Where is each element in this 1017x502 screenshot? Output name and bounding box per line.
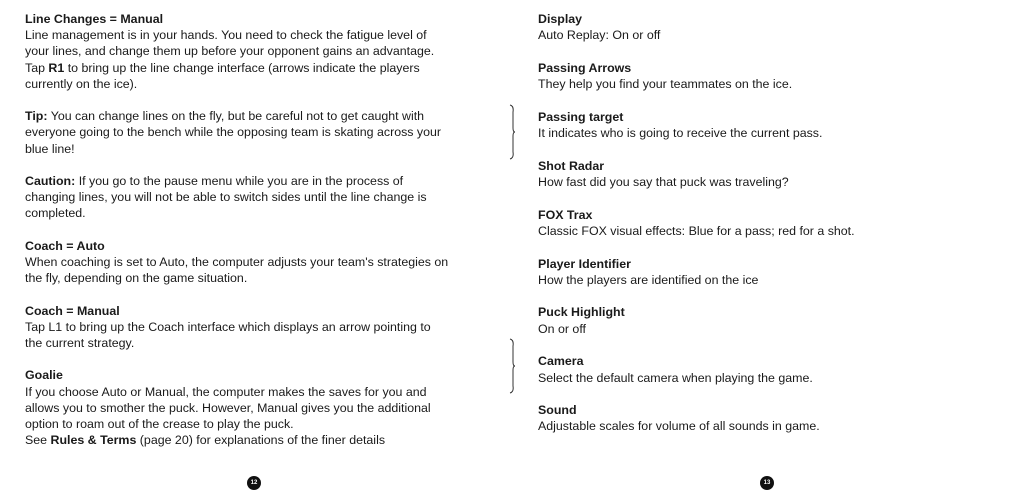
coach-auto-line-1: When coaching is set to Auto, the computer adjusts your team's strategies on — [25, 255, 449, 269]
coach-manual-line-2: the current strategy. — [25, 336, 135, 350]
tap-suffix: to bring up the line change interface (arrows indicate the players — [64, 60, 420, 75]
right-page — [508, 0, 1017, 502]
coach-manual-section — [25, 303, 475, 352]
option-camera: Camera Select the default camera when playing the game. — [538, 354, 813, 385]
option-passing-target: Passing target It indicates who is going to receive the current pass. — [538, 109, 823, 141]
goalie-section — [25, 367, 475, 448]
goalie-heading: Goalie — [25, 368, 63, 383]
coach-manual-line-1: Tap L1 to bring up the Coach interface which displays an arrow pointing to — [25, 319, 431, 334]
line-changes-tap-line — [25, 60, 475, 76]
line-changes-heading: Line Changes = Manual — [25, 12, 164, 26]
option-display: Display Auto Replay: On or off — [538, 12, 661, 43]
tap-prefix: Tap — [25, 60, 49, 75]
goalie-line-3: option to roam out of the crease to play the puck. — [25, 417, 294, 431]
rules-terms-reference: Rules & Terms — [50, 433, 137, 448]
option-passing-arrows: Passing Arrows They help you find your teammates on the ice. — [538, 60, 793, 92]
goalie-line-1: If you choose Auto or Manual, the computer makes the saves for you and — [25, 384, 427, 399]
caution-line-2: changing lines, you will not be able to switch sides until the line change is — [25, 190, 427, 205]
tip-line-2: everyone going to the bench while the opposing team is skating across your — [25, 125, 442, 140]
coach-auto-heading: Coach = Auto — [25, 238, 105, 253]
line-changes-tap-line-2: currently on the ice). — [25, 76, 138, 91]
tip-section — [25, 108, 475, 157]
option-shot-radar: Shot Radar How fast did you say that puck was traveling? — [538, 158, 789, 189]
caution-section — [25, 173, 475, 222]
caution-line-1: Caution: If you go to the pause menu while you are in the process of — [25, 174, 404, 188]
page-number-left: 12 — [247, 476, 261, 490]
line-changes-text-1: Line management is in your hands. You need to check the fatigue level of — [25, 28, 427, 43]
line-changes-section — [25, 11, 475, 92]
tip-line-3: blue line! — [25, 141, 75, 156]
left-column — [25, 11, 475, 448]
r1-button-label: R1 — [48, 60, 65, 75]
caution-label: Caution: — [25, 174, 76, 188]
right-column — [538, 11, 998, 451]
coach-auto-line-2: the fly, depending on the game situation. — [25, 271, 248, 286]
goalie-see-line: See Rules & Terms (page 20) for explanations of the finer details — [25, 433, 386, 448]
coach-auto-section — [25, 238, 475, 287]
bracket-mark-icon — [508, 338, 516, 394]
option-player-identifier: Player Identifier How the players are identified on the ice — [538, 256, 759, 287]
page-number-right: 13 — [760, 476, 774, 490]
bracket-mark-icon — [508, 104, 516, 160]
coach-manual-heading: Coach = Manual — [25, 303, 120, 318]
option-sound: Sound Adjustable scales for volume of all sounds in game. — [538, 403, 820, 434]
tip-line-1: Tip: You can change lines on the fly, but be careful not to get caught with — [25, 109, 425, 124]
option-fox-trax: FOX Trax Classic FOX visual effects: Blue for a pass; red for a shot. — [538, 207, 855, 238]
left-page — [0, 0, 500, 502]
option-puck-highlight: Puck Highlight On or off — [538, 305, 625, 336]
line-changes-text-2: your lines, and change them up before your opponent gains an advantage. — [25, 44, 435, 59]
tip-label: Tip: — [25, 109, 48, 124]
caution-line-3: completed. — [25, 206, 86, 221]
goalie-line-2: allows you to smother the puck. However, Manual gives you the additional — [25, 400, 431, 415]
